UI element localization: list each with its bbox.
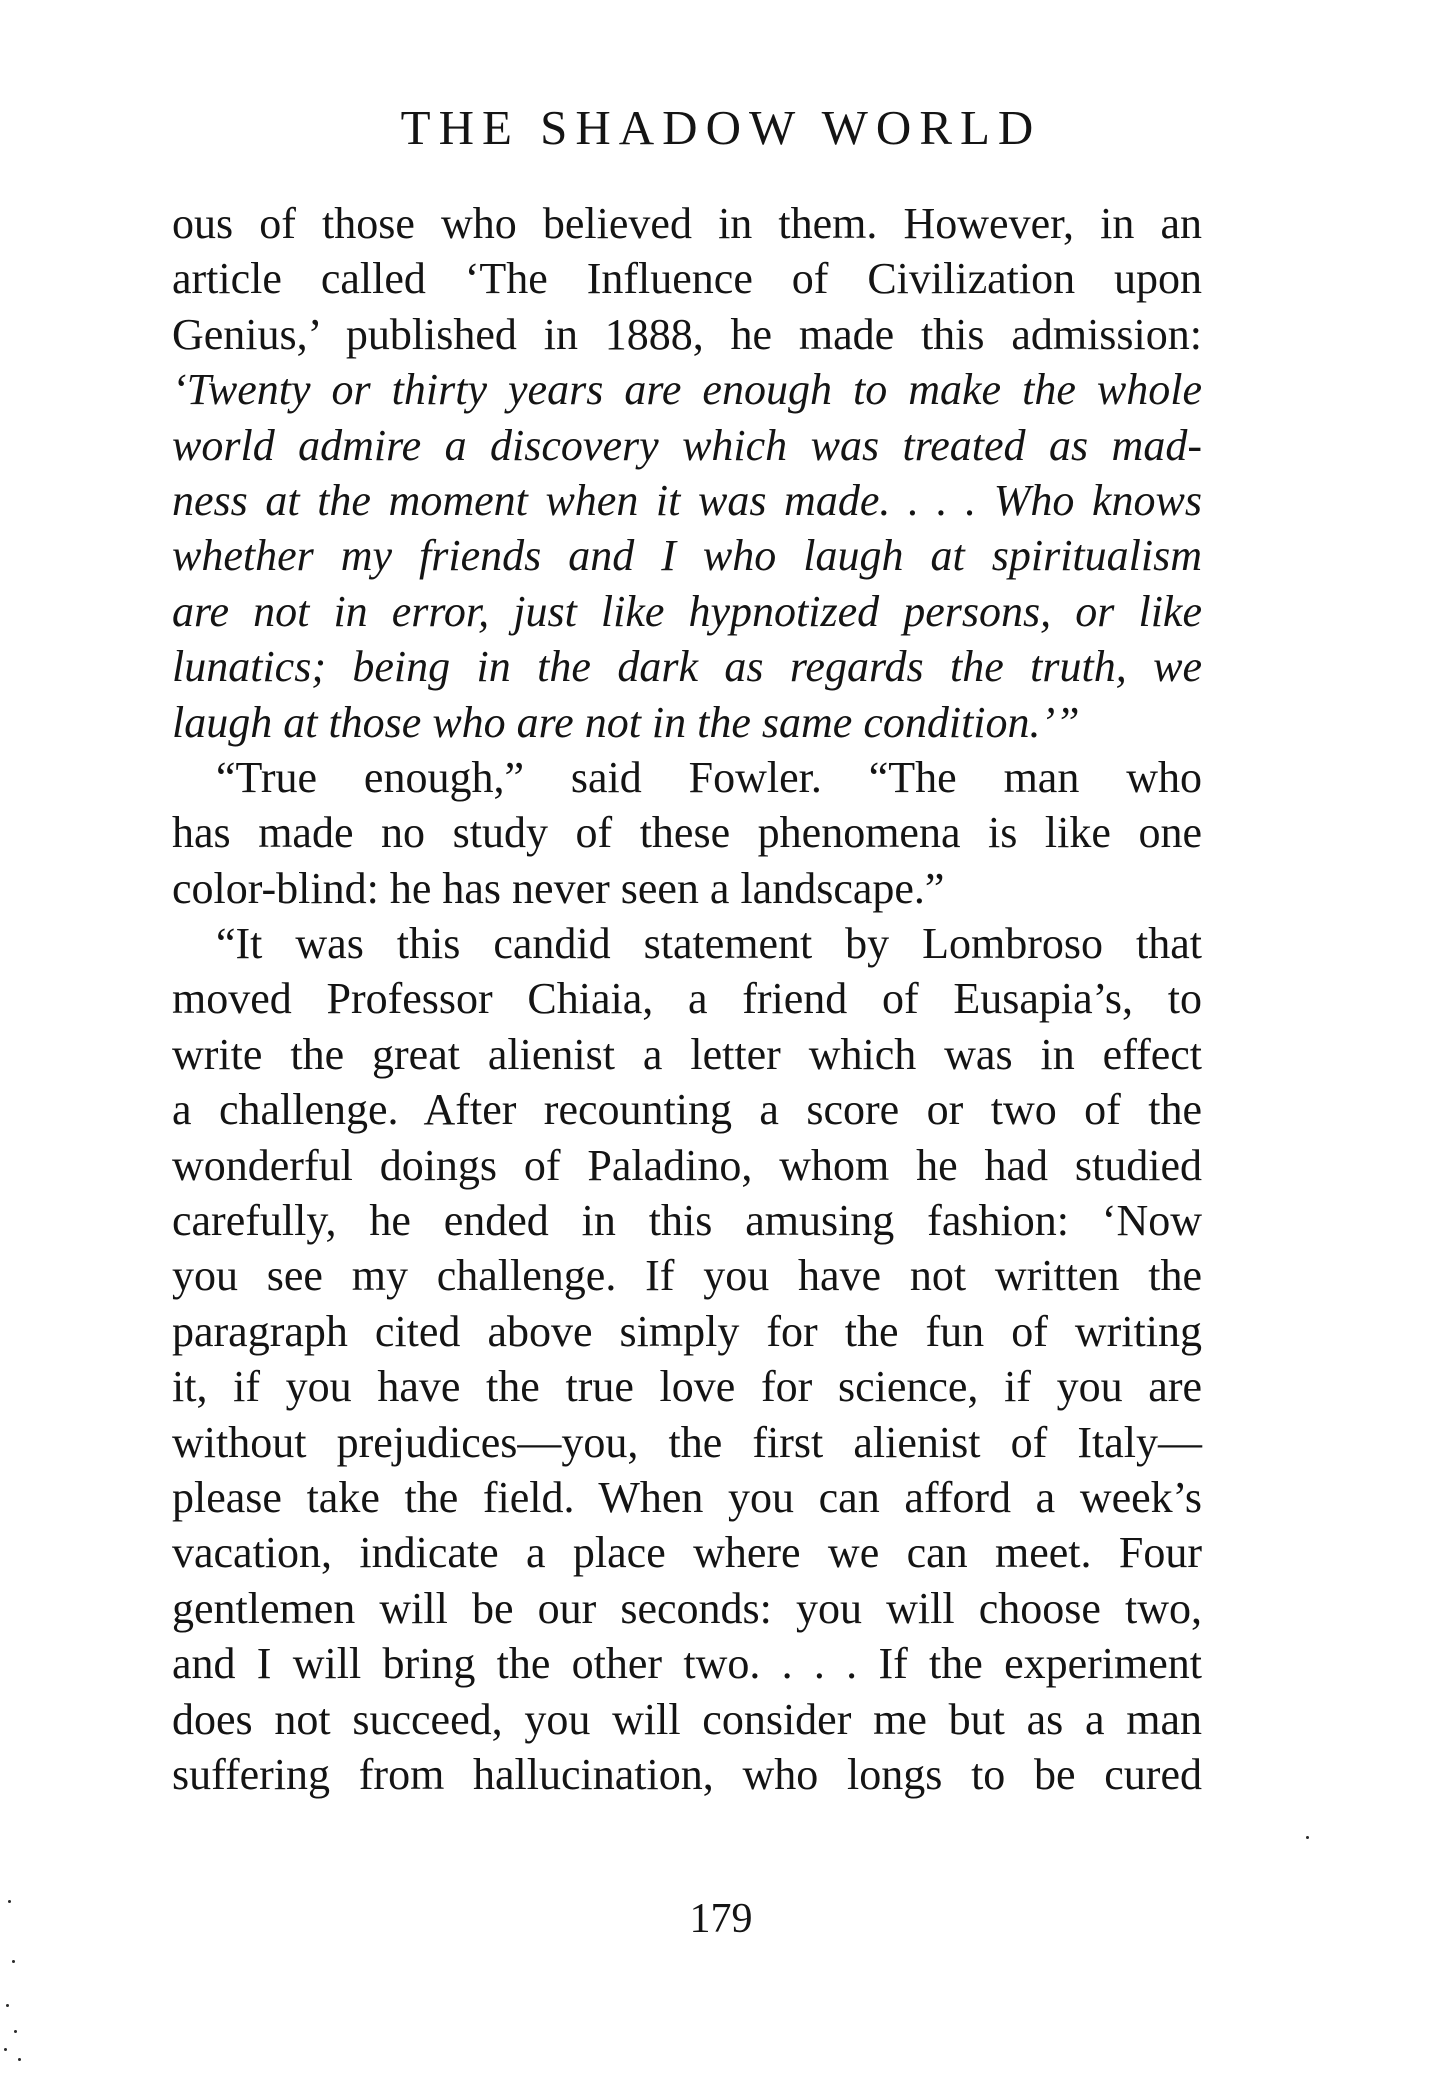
text-line: a challenge. After recounting a score or two of the — [172, 1085, 1202, 1135]
text-line: “True enough,” said Fowler. “The man who — [216, 752, 1202, 802]
text-line: you see my challenge. If you have not written the — [172, 1251, 1202, 1301]
text-line: “It was this candid statement by Lombroso that — [216, 919, 1202, 969]
text-line: vacation, indicate a place where we can meet. Four — [172, 1528, 1202, 1578]
text-line: whether my friends and I who laugh at spiritualism — [172, 531, 1202, 581]
text-line: lunatics; being in the dark as regards the truth, we — [172, 642, 1202, 692]
text-line: write the great alienist a letter which was in effect — [172, 1029, 1202, 1079]
text-line: are not in error, just like hypnotized persons, or like — [172, 586, 1202, 636]
text-line: laugh at those who are not in the same condition.’” — [172, 697, 1080, 747]
text-line: suffering from hallucination, who longs to be cured — [172, 1749, 1202, 1799]
text-line: please take the field. When you can afford a week’s — [172, 1472, 1202, 1522]
text-line: ‘Twenty or thirty years are enough to make the whole — [172, 365, 1202, 415]
page-body-text — [172, 196, 1202, 1802]
running-head: THE SHADOW WORLD — [400, 100, 1042, 155]
text-line: ness at the moment when it was made. . . . Who knows — [172, 475, 1202, 525]
text-line: paragraph cited above simply for the fun of writing — [172, 1306, 1202, 1356]
text-line: without prejudices—you, the first alienist of Italy— — [172, 1417, 1202, 1467]
text-line: moved Professor Chiaia, a friend of Eusapia’s, to — [172, 974, 1202, 1024]
text-line: wonderful doings of Paladino, whom he had studied — [172, 1140, 1202, 1190]
page-number: 179 — [689, 1896, 753, 1942]
text-line: and I will bring the other two. . . . If the experiment — [172, 1639, 1202, 1689]
text-line: ous of those who believed in them. However, in an — [172, 199, 1202, 248]
text-line: carefully, he ended in this amusing fashion: ‘Now — [172, 1196, 1202, 1246]
text-line: world admire a discovery which was treated as mad- — [172, 420, 1202, 470]
text-line: color-blind: he has never seen a landscape.” — [172, 863, 945, 913]
text-line: Genius,’ published in 1888, he made this admission: — [172, 309, 1202, 359]
text-line: gentlemen will be our seconds: you will choose two, — [172, 1583, 1202, 1633]
text-line: has made no study of these phenomena is like one — [172, 808, 1202, 858]
text-line: does not succeed, you will consider me but as a man — [172, 1694, 1202, 1744]
text-line: it, if you have the true love for science, if you are — [172, 1362, 1202, 1412]
text-line: article called ‘The Influence of Civilization upon — [172, 254, 1202, 304]
